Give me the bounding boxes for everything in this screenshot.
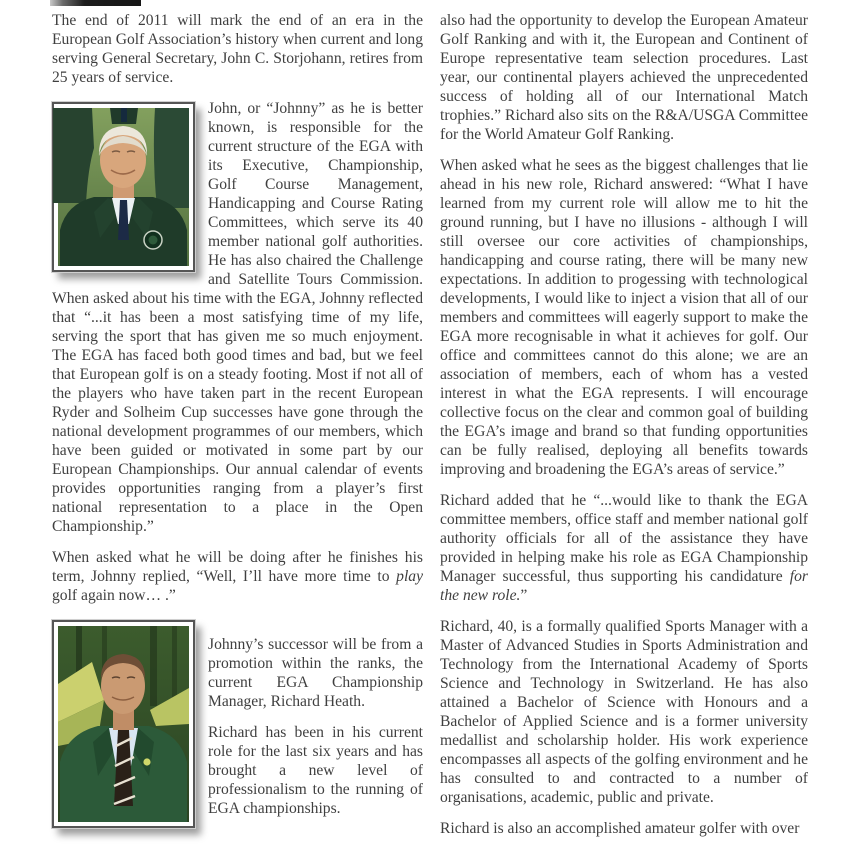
paragraph-golfer-clipped: Richard is also an accomplished amateur golfer with over (440, 820, 800, 837)
photo-richard-frame (52, 620, 195, 828)
paragraph-successor: Johnny’s successor will be from a promotion within the ranks, the current EGA Championship Manager, Richard Heath. (208, 636, 423, 710)
paragraph-qualifications: Richard, 40, is a formally qualified Sports Manager with a Master of Advanced Studies in Sports Administration and Technology from the International Academy of Sports Science and Technology in Switzerland. He has also attained a Bachelor of Science with Honours and a Bachelor of Applied Science and is a former university medallist and scholarship holder. His work experience encompasses all aspects of the golfing environment and he has consulted to and contracted to a number of organisations, academic, public and private. (440, 618, 808, 806)
paragraph-johnny-quote: When asked what he will be doing after he finishes his term, Johnny replied, “Well, I’ll have more time to play golf again now… .” (52, 549, 423, 604)
italic-new-role: for the new role. (440, 568, 808, 604)
clipped-header-bar (50, 0, 141, 6)
paragraph-challenges: When asked what he sees as the biggest challenges that lie ahead in his new role, Richard answered: “What I have learned from my current role will allow me to hit the ground running, but I have no illusions - although I will still oversee our core activities of championships, handicapping and course rating, there will be many new expectations. In addition to progessing with technological developments, I would like to inject a vision that all of our members and committees will eagerly support to make the EGA more recognisable in what it achieves for golf. Our office and committees cannot do this alone; we are an association of members, each of whom has a vested interest in what the EGA represents. I will encourage collective focus on the clear and common goal of building the EGA’s image and brand so that funding opportunities can be fully realised, deploying all benefits towards improving and broadening the EGA’s areas of service.” (440, 157, 808, 478)
photo-richard-heath-image (58, 626, 189, 822)
paragraph-thanks: Richard added that he “...would like to thank the EGA committee members, office staff and member national golf authority officials for all of the assistance they have provided in helping make his role as EGA Championship Manager successful, thus supporting his candidature for the new role.” (440, 492, 808, 604)
italic-word-play: play (396, 568, 423, 585)
photo-john-frame (52, 102, 195, 272)
left-column (52, 11, 423, 835)
paragraph-richard-role: Richard has been in his current role for the last six years and has brought a new level of professionalism to the running of EGA championships. (208, 724, 423, 817)
paragraph-ranking: also had the opportunity to develop the European Amateur Golf Ranking and with it, the European and Continent of Europe representative team selection procedures. Last year, our continental players achieved the unprecedented success of holding all of our International Match trophies.” Richard also sits on the R&A/USGA Committee for the World Amateur Golf Ranking. (440, 12, 808, 143)
paragraph-john: John, or “Johnny” as he is better known, is responsible for the current structure of the EGA with its Executive, Championship, Golf Course Management, Handicapping and Course Rating Committees, which serve its 40 member national golf authorities. He has also chaired the Challenge and Satellite Tours Commission. When asked about his time with the EGA, Johnny reflected that “...it has been a most satisfying time of my life, serving the sport that has given me so much enjoyment. The EGA has faced both good times and bad, but we feel that European golf is on a steady footing. Most if not all of the players who have taken part in the recent European Ryder and Solheim Cup successes have gone through the national development programmes of our members, which have been guided or motivated in some part by our European Championships. Our annual calendar of events provides opportunities ranging from a player’s first national representation to a place in the Open Championship.” (52, 100, 423, 535)
paragraph-intro: The end of 2011 will mark the end of an era in the European Golf Association’s history when current and long serving General Secretary, John C. Storjohann, retires from 25 years of service. (52, 12, 423, 86)
photo-john-storjohann-image (58, 108, 189, 266)
right-column (440, 11, 808, 850)
